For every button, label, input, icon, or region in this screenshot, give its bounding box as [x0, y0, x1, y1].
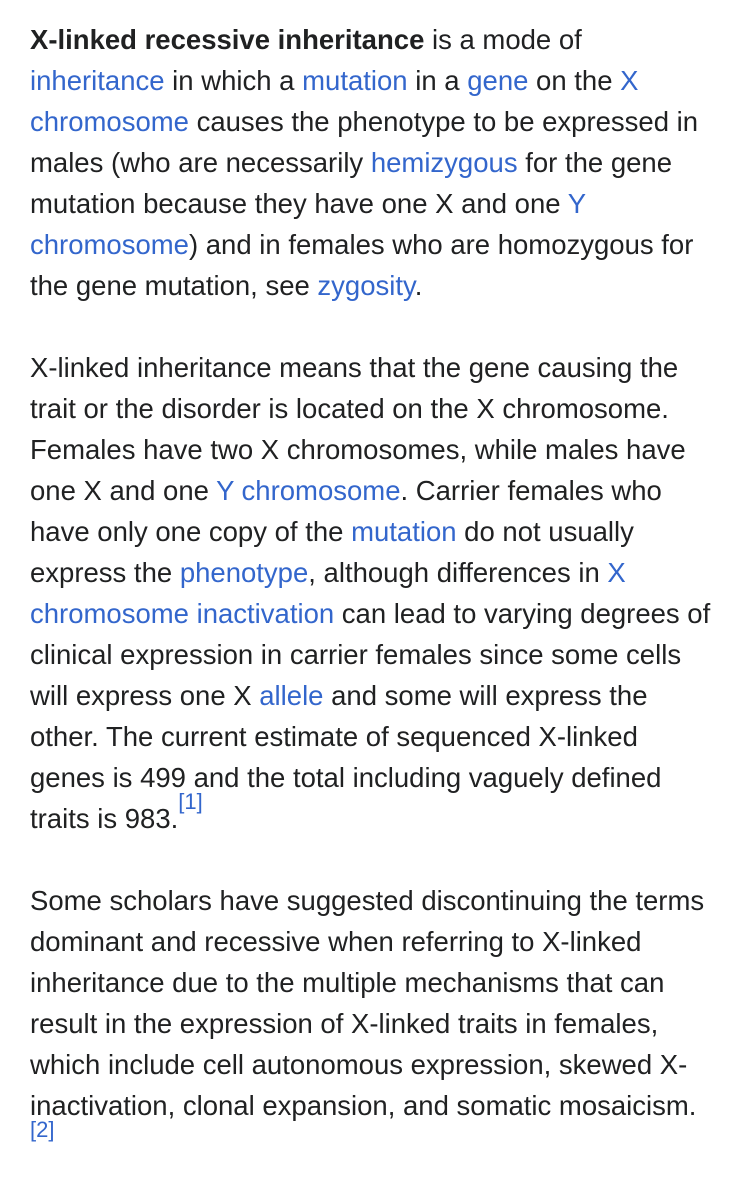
text-run: can lead to varying degrees of clinical expression in carrier females since some cells will express one X	[30, 598, 711, 711]
link-gene[interactable]: gene	[467, 65, 529, 96]
reference-superscript	[178, 789, 202, 814]
reference-link-2[interactable]: [2]	[30, 1117, 55, 1143]
link-zygosity[interactable]: zygosity	[317, 270, 415, 301]
text-run: ) and in females who are homozygous for the gene mutation, see	[30, 229, 694, 301]
text-run: causes the phenotype to be expressed in males (who are necessarily	[30, 106, 699, 178]
text-run: Some scholars have suggested discontinuing the terms dominant and recessive when referring to X-linked inheritance due to the multiple mechanisms that can result in the expression of X-linked traits in females, which include cell autonomous expression, skewed X-inactivation, clonal expansion, and somatic mosaicism.	[30, 885, 705, 1121]
paragraph-2	[30, 347, 720, 839]
article-body	[30, 0, 720, 1167]
reference-link-1[interactable]: [1]	[178, 789, 203, 815]
link-allele[interactable]: allele	[259, 680, 324, 711]
link-mutation[interactable]: mutation	[351, 516, 457, 547]
link-hemizygous[interactable]: hemizygous	[370, 147, 518, 178]
text-run: for the gene mutation because they have one X and one	[30, 147, 672, 219]
text-run: .	[414, 270, 423, 301]
link-y-chromosome[interactable]: Y chromosome	[216, 475, 401, 506]
text-run: in a	[407, 65, 468, 96]
text-run: is a mode of	[424, 24, 582, 55]
link-x-chromosome-inactivation[interactable]: X chromosome inactivation	[30, 557, 626, 629]
text-run: and some will express the other. The current estimate of sequenced X-linked genes is 499 and the total including vaguely defined traits is 983.	[30, 680, 662, 834]
text-run: on the	[528, 65, 621, 96]
text-run: , although differences in	[308, 557, 608, 588]
link-phenotype[interactable]: phenotype	[179, 557, 309, 588]
link-inheritance[interactable]: inheritance	[30, 65, 165, 96]
paragraph-1	[30, 0, 720, 306]
link-y-chromosome[interactable]: Y chromosome	[30, 188, 586, 260]
text-run: in which a	[164, 65, 303, 96]
text-run: do not usually express the	[30, 516, 634, 588]
text-run: X-linked inheritance means that the gene causing the trait or the disorder is located on the X chromosome. Females have two X chromosomes, while males have one X and one	[30, 352, 686, 506]
article-term: X-linked recessive inheritance	[30, 24, 425, 55]
reference-superscript	[30, 1117, 54, 1142]
link-mutation[interactable]: mutation	[302, 65, 408, 96]
paragraph-3	[30, 880, 720, 1167]
link-x-chromosome[interactable]: X chromosome	[30, 65, 639, 137]
text-run: . Carrier females who have only one copy of the	[30, 475, 662, 547]
